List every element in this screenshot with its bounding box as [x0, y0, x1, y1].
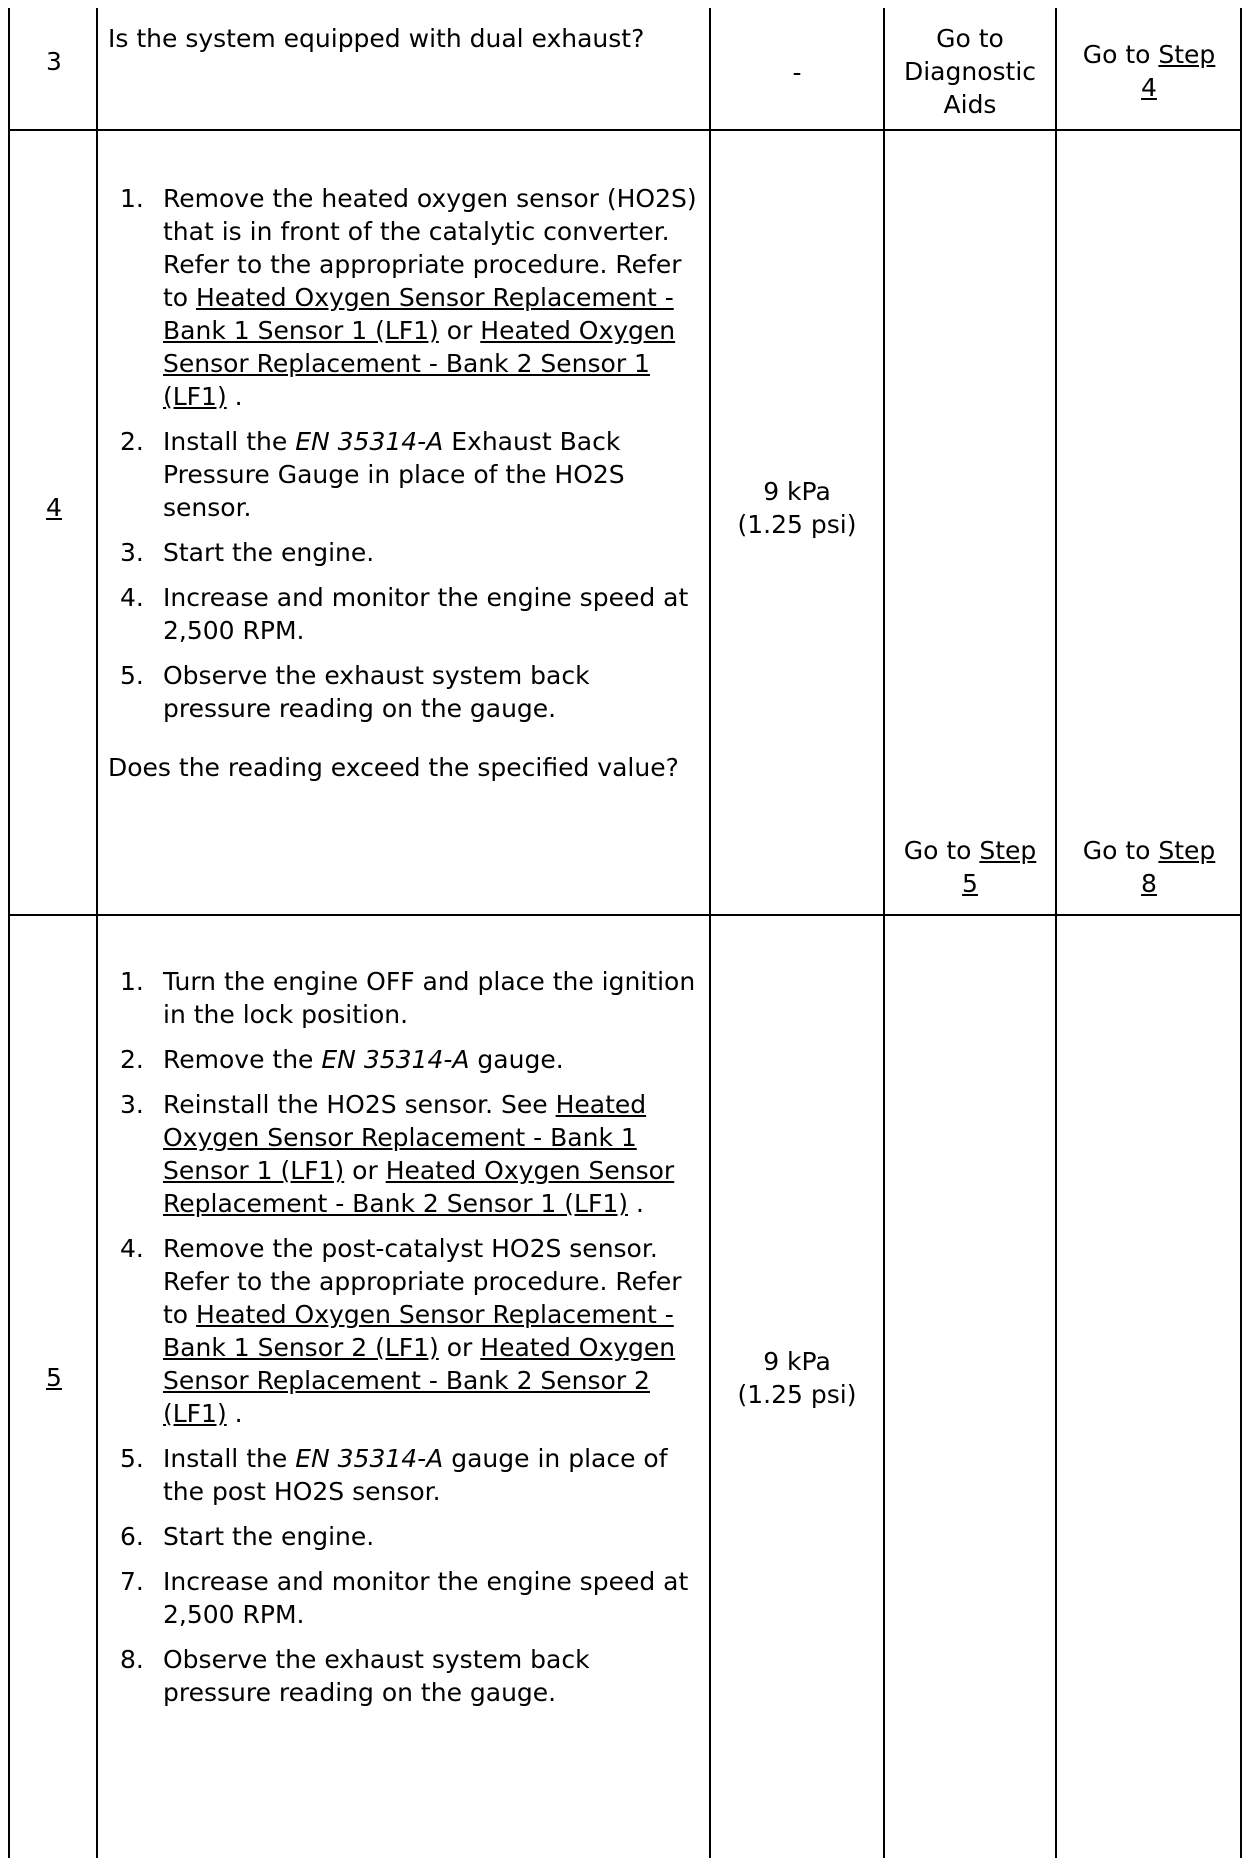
tool-name: EN 35314-A: [295, 1444, 444, 1473]
item-text: Increase and monitor the engine speed at 2,500 RPM.: [163, 583, 689, 645]
item-text: Remove the heated oxygen sensor (HO2S) that is in front of the catalytic converter. Refer to the appropriate procedure. Refer to: [163, 184, 697, 312]
action-cell: [98, 182, 710, 784]
step-question: Does the reading exceed the specified value?: [108, 753, 679, 782]
table-row: [10, 130, 98, 885]
yes-cell: [884, 18, 1056, 124]
step-number-link[interactable]: 4: [46, 493, 62, 522]
item-text: Start the engine.: [163, 1522, 375, 1551]
item-number: 3.: [120, 1090, 144, 1119]
procedure-link[interactable]: Heated Oxygen Sensor Replacement - Bank 2 Sensor 1 (LF1): [163, 1156, 675, 1218]
value-kpa: 9 kPa: [763, 476, 831, 506]
value-cell: [710, 8, 884, 136]
yes-cell: [884, 832, 1056, 902]
step-link-number[interactable]: 4: [1141, 73, 1157, 102]
item-text: Observe the exhaust system back pressure reading on the gauge.: [163, 1645, 590, 1707]
list-item: [108, 425, 698, 524]
item-number: 3.: [120, 538, 144, 567]
list-item: [108, 659, 698, 725]
list-item: [108, 1232, 698, 1430]
item-text: Install the: [163, 1444, 296, 1473]
step-link-number[interactable]: 5: [962, 869, 978, 898]
item-text: Remove the post-catalyst HO2S sensor. Refer to the appropriate procedure. Refer to: [163, 1234, 682, 1329]
list-item: [108, 965, 698, 1031]
tool-name: EN 35314-A: [295, 427, 444, 456]
item-text: Exhaust Back Pressure Gauge in place of the HO2S sensor.: [163, 427, 625, 522]
no-cell: [1056, 832, 1242, 902]
procedure-link[interactable]: Heated Oxygen Sensor Replacement - Bank 1 Sensor 1 (LF1): [163, 1090, 647, 1185]
list-item: [108, 1565, 698, 1631]
procedure-list: [108, 182, 698, 725]
no-prefix: Go to: [1082, 836, 1159, 865]
table-border-right: [1240, 8, 1242, 1858]
item-text: or: [344, 1156, 386, 1185]
step-number: 3: [46, 46, 62, 76]
list-item: [108, 581, 698, 647]
item-number: 5.: [120, 661, 144, 690]
step-link-number[interactable]: 8: [1141, 869, 1157, 898]
item-text: .: [628, 1189, 644, 1218]
item-text: .: [226, 1399, 243, 1428]
value-text: -: [792, 57, 802, 87]
step-number-link[interactable]: 5: [46, 1363, 62, 1392]
list-item: [108, 1643, 698, 1709]
item-text: Start the engine.: [163, 538, 375, 567]
item-number: 1.: [120, 967, 144, 996]
step-link[interactable]: Step: [979, 836, 1037, 865]
item-number: 4.: [120, 583, 144, 612]
procedure-list: [108, 965, 698, 1709]
list-item: [108, 1442, 698, 1508]
no-prefix: Go to: [1082, 40, 1159, 69]
value-psi: (1.25 psi): [737, 1379, 857, 1409]
no-cell: [1056, 18, 1242, 124]
action-cell: [98, 22, 710, 55]
item-number: 8.: [120, 1645, 144, 1674]
step-link[interactable]: Step: [1158, 40, 1216, 69]
item-text: or: [438, 1333, 481, 1362]
item-text: Install the: [163, 427, 296, 456]
item-number: 6.: [120, 1522, 144, 1551]
procedure-link[interactable]: Heated Oxygen Sensor Replacement - Bank 2 Sensor 1 (LF1): [163, 316, 676, 411]
value-kpa: 9 kPa: [763, 1346, 831, 1376]
tool-name: EN 35314-A: [321, 1045, 470, 1074]
table-row: [10, 8, 98, 114]
list-item: [108, 536, 698, 569]
item-number: 2.: [120, 1045, 144, 1074]
value-psi: (1.25 psi): [737, 509, 857, 539]
action-cell: [98, 965, 710, 1721]
row-divider: [8, 129, 1242, 131]
value-cell: [710, 915, 884, 1840]
list-item: [108, 1520, 698, 1553]
table-row: [10, 915, 98, 1840]
list-item: [108, 182, 698, 413]
list-item: [108, 1088, 698, 1220]
yes-prefix: Go to: [903, 836, 980, 865]
item-number: 2.: [120, 427, 144, 456]
row-divider: [8, 914, 1242, 916]
step-question: Is the system equipped with dual exhaust?: [108, 24, 645, 53]
procedure-link[interactable]: Heated Oxygen Sensor Replacement - Bank 2 Sensor 2 (LF1): [163, 1333, 676, 1428]
value-cell: [710, 130, 884, 885]
item-text: Observe the exhaust system back pressure reading on the gauge.: [163, 661, 590, 723]
item-text: or: [438, 316, 481, 345]
list-item: [108, 1043, 698, 1076]
item-text: Increase and monitor the engine speed at 2,500 RPM.: [163, 1567, 689, 1629]
item-number: 7.: [120, 1567, 144, 1596]
column-divider-yes: [1055, 8, 1057, 1858]
item-text: gauge.: [469, 1045, 564, 1074]
item-text: .: [226, 382, 243, 411]
item-text: Turn the engine OFF and place the ignition in the lock position.: [163, 967, 696, 1029]
item-text: gauge in place of the post HO2S sensor.: [163, 1444, 668, 1506]
item-text: Remove the: [163, 1045, 322, 1074]
item-number: 1.: [120, 184, 144, 213]
item-number: 5.: [120, 1444, 144, 1473]
step-link[interactable]: Step: [1158, 836, 1216, 865]
item-number: 4.: [120, 1234, 144, 1263]
yes-action: Go to Diagnostic Aids: [903, 23, 1037, 119]
procedure-link[interactable]: Heated Oxygen Sensor Replacement - Bank 1 Sensor 1 (LF1): [163, 283, 674, 345]
item-text: Reinstall the HO2S sensor. See: [163, 1090, 556, 1119]
procedure-link[interactable]: Heated Oxygen Sensor Replacement - Bank 1 Sensor 2 (LF1): [163, 1300, 674, 1362]
